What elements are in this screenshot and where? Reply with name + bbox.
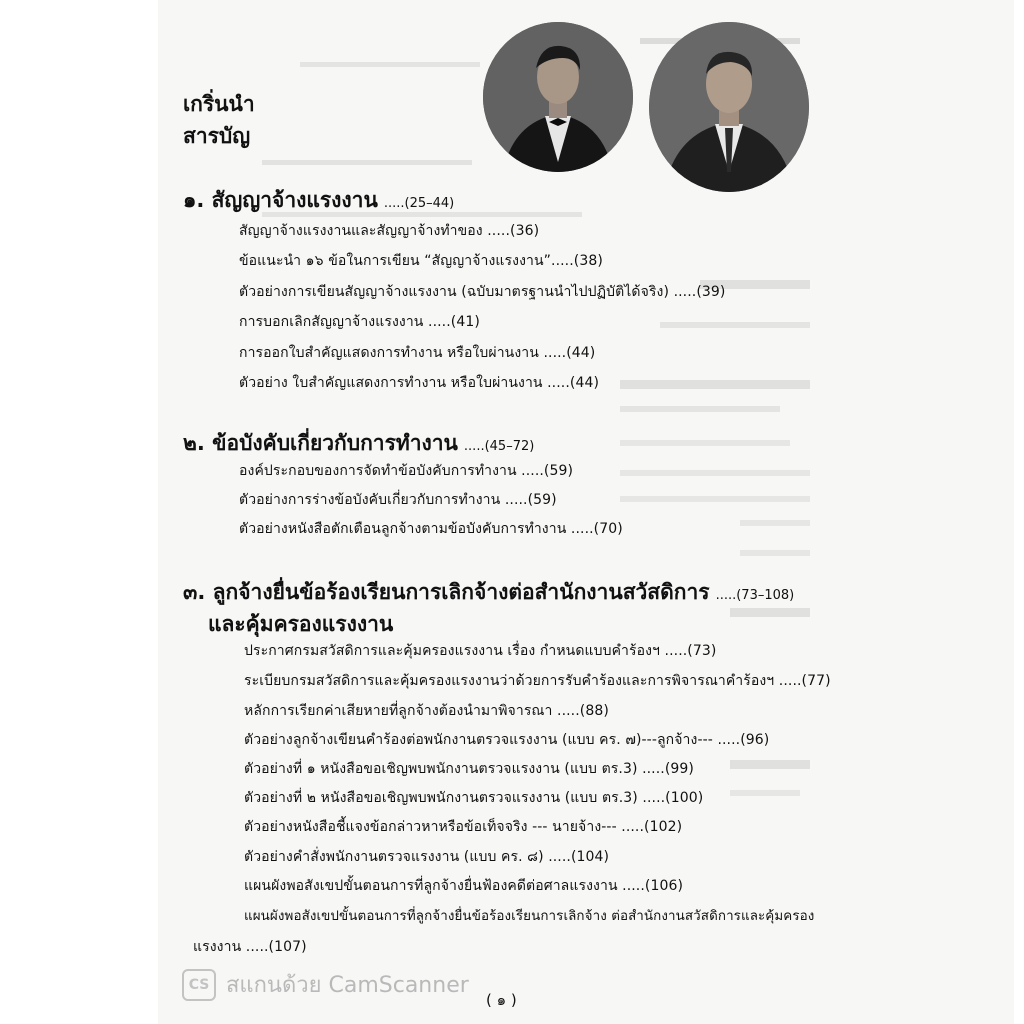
page-number: ( ๑ ) — [486, 991, 517, 1009]
toc-item: หลักการเรียกค่าเสียหายที่ลูกจ้างต้องนำมาพิจารณา .....(88) — [244, 703, 609, 719]
toc-item: ตัวอย่างคำสั่งพนักงานตรวจแรงงาน (แบบ คร. ๘) .....(104) — [244, 849, 610, 865]
toc-item: ตัวอย่างที่ ๑ หนังสือขอเชิญพบพนักงานตรวจแรงงาน (แบบ ตร.3) .....(99) — [244, 761, 694, 777]
section-1-range: .....(25–44) — [383, 196, 455, 211]
toc-item: ตัวอย่างลูกจ้างเขียนคำร้องต่อพนักงานตรวจแรงงาน (แบบ คร. ๗)---ลูกจ้าง--- .....(96) — [244, 732, 770, 748]
section-1-heading — [183, 184, 454, 217]
toc-item: ตัวอย่าง ใบสำคัญแสดงการทำงาน หรือใบผ่านงาน .....(44) — [239, 375, 600, 391]
toc-item: ตัวอย่างการเขียนสัญญาจ้างแรงงาน (ฉบับมาตรฐานนำไปปฏิบัติได้จริง) .....(39) — [239, 284, 726, 300]
toc-item: ตัวอย่างหนังสือตักเตือนลูกจ้างตามข้อบังคับการทำงาน .....(70) — [239, 521, 623, 537]
scan-right-margin — [1014, 0, 1024, 1024]
author-photo-1 — [483, 22, 633, 172]
section-3-heading — [183, 576, 794, 609]
foreword-heading: เกริ่นนำ — [183, 92, 255, 116]
contents-heading: สารบัญ — [183, 124, 251, 148]
toc-item: สัญญาจ้างแรงงานและสัญญาจ้างทำของ .....(36) — [239, 223, 540, 239]
toc-item: การบอกเลิกสัญญาจ้างแรงงาน .....(41) — [239, 314, 480, 330]
toc-item: การออกใบสำคัญแสดงการทำงาน หรือใบผ่านงาน .....(44) — [239, 345, 596, 361]
toc-item: องค์ประกอบของการจัดทำข้อบังคับการทำงาน .....(59) — [239, 463, 574, 479]
section-3-title: ๓. ลูกจ้างยื่นข้อร้องเรียนการเลิกจ้างต่อสำนักงานสวัสดิการ — [183, 580, 710, 604]
section-2-heading — [183, 427, 534, 460]
camscanner-text: สแกนด้วย CamScanner — [226, 973, 469, 998]
section-3-heading-line2 — [208, 608, 393, 641]
camscanner-logo-icon: CS — [182, 969, 216, 1001]
camscanner-watermark — [182, 967, 469, 1002]
toc-item: แผนผังพอสังเขปขั้นตอนการที่ลูกจ้างยื่นฟ้องคดีต่อศาลแรงงาน .....(106) — [244, 878, 684, 894]
toc-item-continuation: แรงงาน .....(107) — [193, 939, 307, 955]
toc-item: แผนผังพอสังเขปขั้นตอนการที่ลูกจ้างยื่นข้อร้องเรียนการเลิกจ้าง ต่อสำนักงานสวัสดิการและคุ้มครอง — [244, 909, 815, 924]
section-3-range: .....(73–108) — [715, 588, 795, 603]
toc-item: ตัวอย่างที่ ๒ หนังสือขอเชิญพบพนักงานตรวจแรงงาน (แบบ ตร.3) .....(100) — [244, 790, 704, 806]
scan-left-margin — [0, 0, 158, 1024]
toc-item: ประกาศกรมสวัสดิการและคุ้มครองแรงงาน เรื่อง กำหนดแบบคำร้องฯ .....(73) — [244, 643, 717, 659]
section-1-title: ๑. สัญญาจ้างแรงงาน — [183, 188, 378, 212]
toc-item: ตัวอย่างหนังสือชี้แจงข้อกล่าวหาหรือข้อเท็จจริง --- นายจ้าง--- .....(102) — [244, 819, 683, 835]
section-2-range: .....(45–72) — [463, 439, 535, 454]
section-3-title-line2: และคุ้มครองแรงงาน — [208, 612, 394, 636]
toc-item: ตัวอย่างการร่างข้อบังคับเกี่ยวกับการทำงาน .....(59) — [239, 492, 557, 508]
section-2-title: ๒. ข้อบังคับเกี่ยวกับการทำงาน — [183, 431, 458, 455]
intro-headings — [183, 88, 255, 152]
author-photo-2 — [649, 22, 809, 192]
toc-item: ระเบียบกรมสวัสดิการและคุ้มครองแรงงานว่าด้วยการรับคำร้องและการพิจารณาคำร้องฯ .....(77) — [244, 673, 831, 689]
toc-item: ข้อแนะนำ ๑๖ ข้อในการเขียน “สัญญาจ้างแรงงาน”.....(38) — [239, 253, 603, 269]
